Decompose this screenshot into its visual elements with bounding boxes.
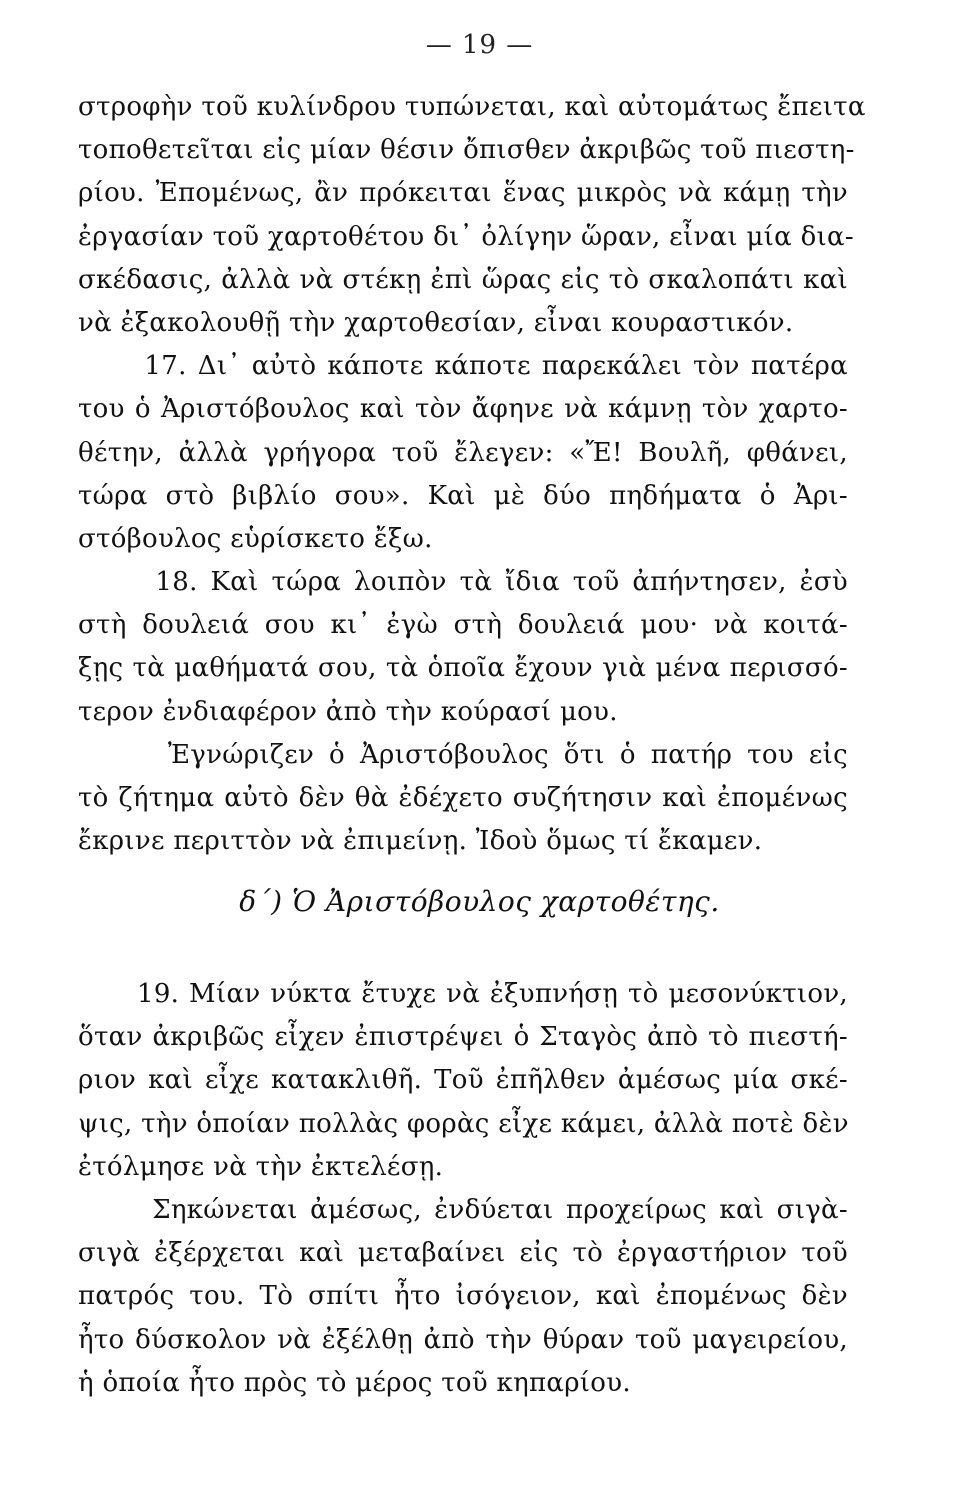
text-line: σιγὰ ἐξέρχεται καὶ μεταβαίνει εἰς τὸ ἐργαστήριον τοῦ: [78, 1238, 848, 1269]
text-line: ρίου. Ἐπομένως, ἂν πρόκειται ἕνας μικρὸς νὰ κάμῃ τὴν: [78, 178, 848, 209]
text-line: τὸ ζήτημα αὐτὸ δὲν θὰ ἐδέχετο συζήτησιν καὶ ἐπομένως: [78, 783, 848, 813]
text-line: ξῃς τὰ μαθήματά σου, τὰ ὁποῖα ἔχουν γιὰ μένα περισσό-: [78, 653, 848, 684]
text-line: ἐργασίαν τοῦ χαρτοθέτου δι᾽ ὀλίγην ὥραν, εἶναι μία δια-: [78, 221, 854, 252]
text-line: ἡ ὁποία ἦτο πρὸς τὸ μέρος τοῦ κηπαρίου.: [78, 1367, 631, 1398]
body-text-block-2: [78, 973, 848, 1405]
text-line: 19. Μίαν νύκτα ἔτυχε νὰ ἐξυπνήσῃ τὸ μεσονύκτιον,: [78, 979, 848, 1009]
text-line: στὴ δουλειά σου κι᾽ ἐγὼ στὴ δουλειά μου· νὰ κοιτά-: [78, 610, 848, 641]
text-line: ὅταν ἀκριβῶς εἶχεν ἐπιστρέψει ὁ Σταγὸς ἀπὸ τὸ πιεστή-: [78, 1022, 848, 1053]
text-line: ἐτόλμησε νὰ τὴν ἐκτελέσῃ.: [78, 1151, 444, 1182]
text-line: στροφὴν τοῦ κυλίνδρου τυπώνεται, καὶ αὐτομάτως ἔπειτα: [78, 92, 866, 122]
text-line: του ὁ Ἀριστόβουλος καὶ τὸν ἄφηνε νὰ κάμνῃ τὸν χαρτο-: [78, 394, 848, 425]
text-line: τώρα στὸ βιβλίο σου». Καὶ μὲ δύο πηδήματα ὁ Ἀρι-: [78, 480, 848, 511]
text-line: ἔκρινε περιττὸν νὰ ἐπιμείνῃ. Ἰδοὺ ὅμως τί ἔκαμεν.: [78, 826, 763, 857]
text-line: 18. Καὶ τώρα λοιπὸν τὰ ἴδια τοῦ ἀπήντησεν, ἐσὺ: [78, 567, 848, 598]
text-line: τοποθετεῖται εἰς μίαν θέσιν ὄπισθεν ἀκριβῶς τοῦ πιεστη-: [78, 135, 855, 166]
page-number: — 19 —: [425, 30, 534, 60]
text-line: θέτην, ἀλλὰ γρήγορα τοῦ ἔλεγεν: «Ἔ! Βουλῆ, φθάνει,: [78, 437, 848, 468]
text-line: πατρός του. Τὸ σπίτι ἦτο ἰσόγειον, καὶ ἐπομένως δὲν: [78, 1281, 848, 1312]
text-line: ριον καὶ εἶχε κατακλιθῆ. Τοῦ ἐπῆλθεν ἀμέσως μία σκέ-: [78, 1065, 848, 1096]
text-line: τερον ἐνδιαφέρον ἀπὸ τὴν κούρασί μου.: [78, 696, 618, 727]
text-line: νὰ ἐξακολουθῇ τὴν χαρτοθεσίαν, εἶναι κουραστικόν.: [78, 307, 794, 338]
text-line: Σηκώνεται ἀμέσως, ἐνδύεται προχείρως καὶ σιγὰ-: [78, 1194, 848, 1225]
text-line: στόβουλος εὑρίσκετο ἔξω.: [78, 523, 433, 554]
body-text-block-1: [78, 86, 866, 863]
section-heading: δ΄) Ὁ Ἀριστόβουλος χαρτοθέτης.: [239, 885, 720, 918]
text-line: Ἐγνώριζεν ὁ Ἀριστόβουλος ὅτι ὁ πατήρ του εἰς: [78, 739, 848, 770]
text-line: ἦτο δύσκολον νὰ ἐξέλθῃ ἀπὸ τὴν θύραν τοῦ μαγειρείου,: [78, 1324, 848, 1355]
text-line: ψις, τὴν ὁποίαν πολλὰς φορὰς εἶχε κάμει, ἀλλὰ ποτὲ δὲν: [78, 1108, 849, 1139]
text-line: 17. Δι᾽ αὐτὸ κάποτε κάποτε παρεκάλει τὸν πατέρα: [78, 351, 848, 382]
text-line: σκέδασις, ἀλλὰ νὰ στέκῃ ἐπὶ ὥρας εἰς τὸ σκαλοπάτι καὶ: [78, 264, 848, 295]
